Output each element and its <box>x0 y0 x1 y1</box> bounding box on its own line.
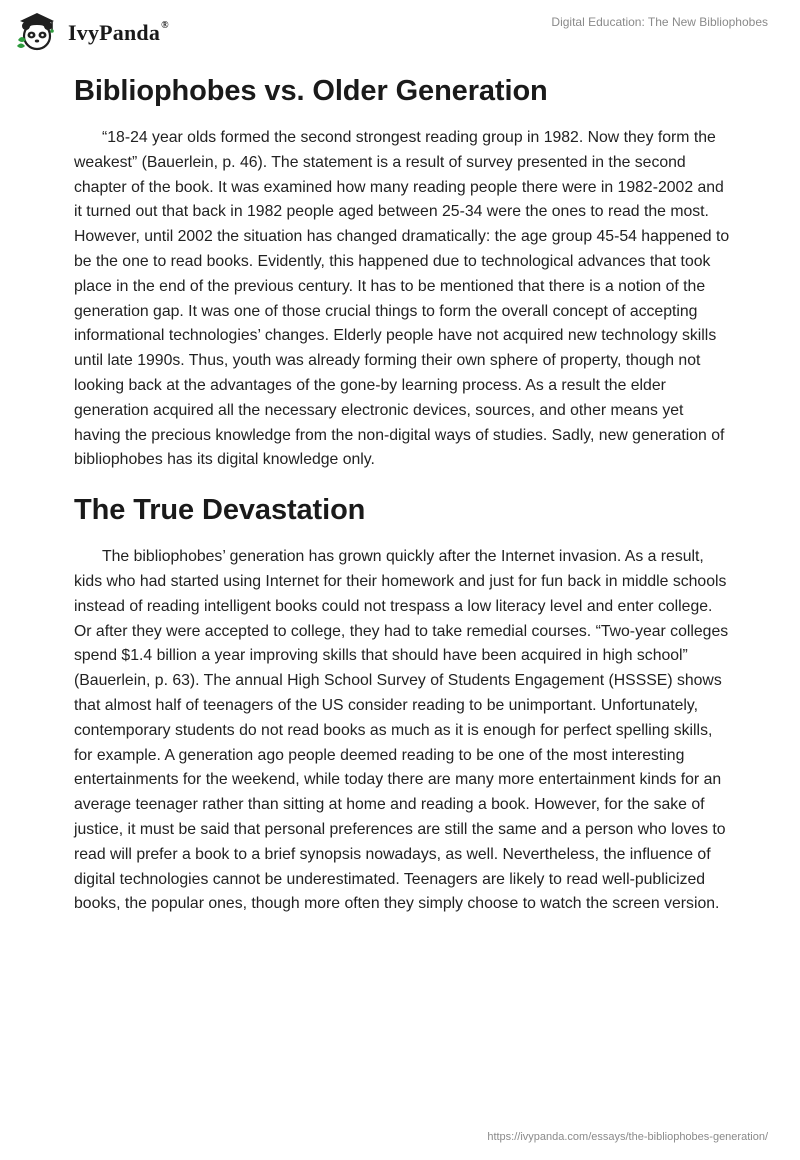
section-heading-bibliophobes-vs-older-generation: Bibliophobes vs. Older Generation <box>74 75 548 107</box>
section-paragraph-bibliophobes-vs-older-generation: “18-24 year olds formed the second strongest reading group in 1982. Now they form the weakest” (Bauerlein, p. 46). The statement is a result of survey presented in the second chapter of the book. It was examined how many reading people there were in 1982-2002 and it turned out that back in 1982 people aged between 25-34 were the ones to read the most. However, until 2002 the situation has changed dramatically: the age group 45-54 happened to be the one to read books. Evidently, this happened due to technological advances that took place in the end of the previous century. It has to be mentioned that there is a notion of the generation gap. It was one of those crucial things to form the overall concept of accepting informational technologies’ changes. Elderly people have not acquired new technology skills until late 1990s. Thus, youth was already forming their own sphere of property, though not looking back at the advantages of the gone-by learning process. As a result the elder generation acquired all the necessary electronic devices, sources, and other means yet having the precious knowledge from the non-digital ways of studies. Sadly, new generation of bibliophobes has its digital knowledge only. <box>74 129 730 469</box>
page-header <box>0 0 800 64</box>
section-heading-true-devastation: The True Devastation <box>74 494 366 527</box>
document-title: Digital Education: The New Bibliophobes <box>551 15 768 29</box>
registered-mark: ® <box>161 19 169 31</box>
panda-graduation-cap-icon <box>14 10 60 54</box>
footer-source-url[interactable]: https://ivypanda.com/essays/the-bibliophobes-generation/ <box>487 1131 768 1143</box>
brand-logo[interactable] <box>14 10 169 54</box>
essay-content <box>74 68 730 917</box>
brand-name: IvyPanda® <box>68 19 169 45</box>
section-paragraph-true-devastation: The bibliophobes’ generation has grown quickly after the Internet invasion. As a result, kids who had started using Internet for their homework and just for fun back in middle schools instead of reading intelligent books could not trespass a low literacy level and enter college. Or after they were accepted to college, they had to take remedial courses. “Two-year colleges spend $1.4 billion a year improving skills that should have been acquired in high school” (Bauerlein, p. 63). The annual High School Survey of Students Engagement (HSSSE) shows that almost half of teenagers of the US consider reading to be unimportant. Unfortunately, contemporary students do not read books as much as it is enough for perfect spelling skills, for example. A generation ago people deemed reading to be one of the most interesting entertainments for the weekend, while today there are many more entertainment kinds for an average teenager rather than sitting at home and reading a book. However, for the sake of justice, it must be said that personal preferences are still the same and a person who loves to read will prefer a book to a brief synopsis nowadays, as well. Nevertheless, the influence of digital technologies cannot be underestimated. Teenagers are likely to read well-publicized books, the popular ones, though more often they simply choose to watch the screen version. <box>74 548 729 913</box>
